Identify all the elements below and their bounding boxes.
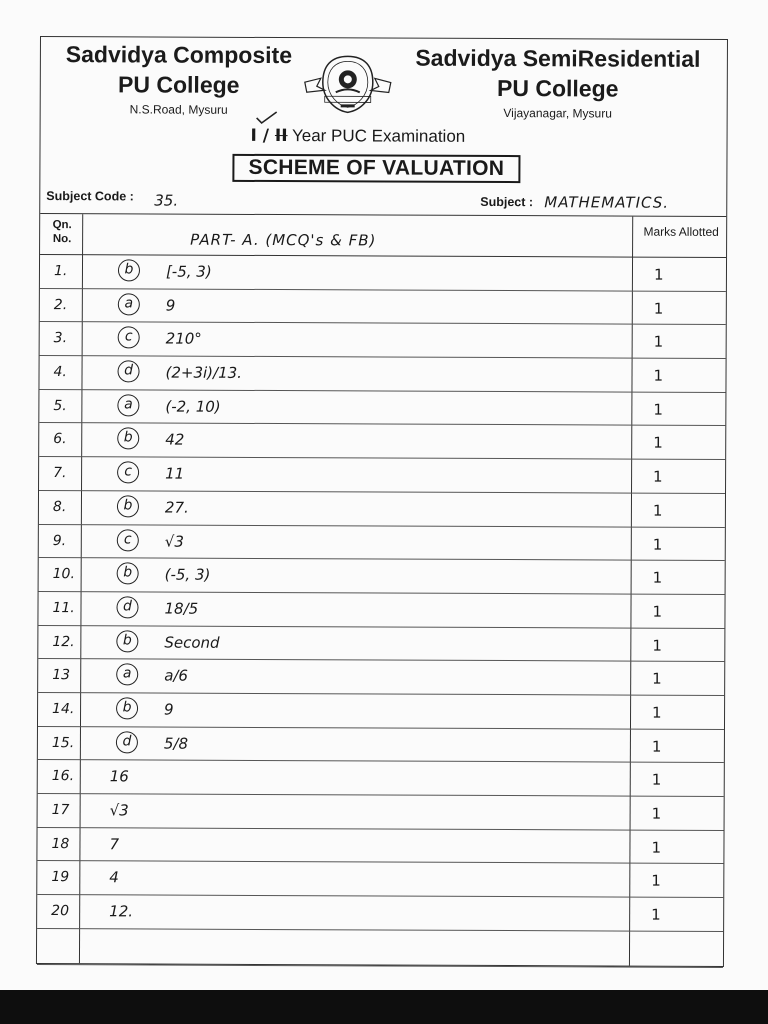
answer-text: √3 (109, 801, 129, 820)
marks-value: 1 (653, 434, 663, 453)
answer-text: 11 (165, 464, 185, 483)
table-row (39, 423, 725, 460)
answer-rows (37, 255, 726, 968)
table-row (39, 390, 725, 427)
table-row (40, 289, 726, 326)
answer-text: 16 (109, 767, 129, 786)
marks-value: 1 (651, 838, 662, 857)
table-row (39, 558, 725, 595)
answer-text: 18/5 (164, 599, 199, 618)
question-number: 12. (52, 633, 75, 650)
question-number: 14. (52, 700, 75, 718)
marks-value: 1 (652, 568, 663, 587)
question-number: 4. (53, 364, 67, 381)
table-row (38, 659, 724, 696)
circled-option: c (117, 529, 139, 551)
table-row (39, 524, 725, 561)
subject-value: MATHEMATICS. (544, 193, 670, 212)
question-number: 9. (52, 532, 67, 549)
table-row (40, 322, 726, 359)
circled-option: c (118, 327, 140, 349)
answer-text: [-5, 3) (165, 262, 212, 281)
marks-value: 1 (651, 872, 661, 891)
right-college-type: PU College (497, 74, 619, 102)
marks-value: 1 (652, 669, 662, 688)
marks-value: 1 (652, 636, 662, 655)
left-college-type: PU College (118, 71, 240, 98)
answer-text: (2+3i)/13. (165, 363, 243, 382)
marks-value: 1 (653, 265, 664, 284)
college-emblem-logo (303, 52, 393, 116)
circled-option: b (118, 259, 140, 281)
answer-text: 9 (164, 700, 174, 719)
question-number: 20 (51, 903, 70, 920)
table-row (38, 727, 724, 764)
answer-text: Second (164, 633, 220, 652)
table-row (39, 491, 725, 528)
table-row (39, 356, 725, 393)
year-selected: I / (250, 125, 275, 147)
question-number: 6. (53, 431, 67, 448)
answer-text: a/6 (164, 666, 189, 685)
circled-option: b (116, 697, 138, 719)
exam-title (251, 126, 521, 147)
table-row (37, 861, 723, 898)
circled-option: b (117, 428, 139, 450)
subject-code-label: Subject Code : (46, 189, 134, 204)
marks-value: 1 (652, 602, 663, 621)
marks-value: 1 (653, 333, 664, 352)
answer-table (37, 213, 726, 966)
exam-name: Year PUC Examination (287, 126, 466, 146)
question-number: 19 (51, 869, 70, 886)
marks-value: 1 (652, 535, 663, 554)
table-row (40, 255, 726, 292)
question-number: 8. (52, 498, 67, 515)
question-number: 13 (52, 667, 71, 684)
question-number: 5. (53, 397, 67, 414)
circled-option: c (117, 461, 139, 483)
marks-value: 1 (653, 400, 663, 419)
question-number: 7. (53, 465, 67, 482)
answer-text: 27. (164, 498, 189, 517)
table-row (38, 693, 724, 730)
circled-option: a (118, 293, 140, 315)
marks-value: 1 (652, 703, 662, 722)
left-college-header (55, 39, 303, 118)
question-number: 16. (51, 768, 75, 785)
answer-text: 210° (165, 329, 202, 349)
question-number: 11. (52, 599, 75, 617)
marks-value: 1 (652, 501, 663, 520)
answer-text: 5/8 (163, 734, 189, 753)
table-row (38, 794, 724, 831)
question-number: 2. (53, 296, 68, 313)
question-number: 18 (51, 835, 70, 852)
circled-option: d (117, 360, 139, 382)
marks-value: 1 (651, 804, 662, 823)
part-title: PART- A. (MCQ's & FB) (190, 230, 377, 250)
marks-value: 1 (651, 770, 662, 790)
answer-text: (-5, 3) (164, 565, 211, 584)
left-college-address: N.S.Road, Mysuru (129, 102, 228, 117)
table-row (37, 828, 723, 865)
answer-text: 42 (165, 430, 185, 450)
circled-option: b (117, 495, 139, 517)
tick-mark-icon (255, 110, 279, 126)
table-row (38, 760, 724, 797)
circled-option: d (116, 596, 138, 618)
empty-row (37, 929, 723, 968)
circled-option: b (116, 630, 138, 652)
marks-value: 1 (651, 905, 661, 924)
answer-text: 9 (165, 296, 176, 315)
marks-value: 1 (651, 737, 662, 756)
question-number: 17 (51, 802, 70, 819)
subject-code-value: 35. (154, 191, 179, 210)
question-number: 10. (52, 566, 75, 583)
subject-label: Subject : (480, 194, 534, 210)
question-number-header: Qn. No. (52, 219, 72, 246)
valuation-sheet (36, 36, 728, 967)
answer-text: 12. (109, 902, 134, 921)
marks-value: 1 (653, 366, 664, 385)
table-row (38, 592, 724, 629)
marks-allotted-header: Marks Allotted (643, 224, 719, 239)
scan-edge-shadow (0, 990, 768, 1024)
circled-option: b (117, 563, 139, 585)
question-number: 3. (53, 330, 68, 347)
marks-value: 1 (653, 299, 664, 318)
right-college-name: Sadvidya SemiResidential (415, 44, 701, 72)
scheme-title: SCHEME OF VALUATION (232, 154, 520, 183)
table-row (37, 895, 723, 932)
answer-text: √3 (164, 532, 184, 551)
answer-text: (-2, 10) (165, 397, 221, 416)
year-struck: II (274, 126, 288, 147)
circled-option: d (116, 731, 138, 753)
right-college-address: Vijayanagar, Mysuru (503, 106, 612, 121)
marks-value: 1 (653, 467, 663, 486)
circled-option: a (117, 394, 139, 416)
question-number: 1. (53, 263, 68, 280)
table-row (39, 457, 725, 494)
circled-option: a (116, 664, 138, 686)
left-college-name: Sadvidya Composite (65, 41, 293, 69)
answer-text: 4 (109, 868, 119, 887)
table-row (38, 626, 724, 663)
right-college-header (393, 43, 723, 122)
question-number: 15. (51, 734, 75, 751)
answer-text: 7 (109, 834, 120, 854)
